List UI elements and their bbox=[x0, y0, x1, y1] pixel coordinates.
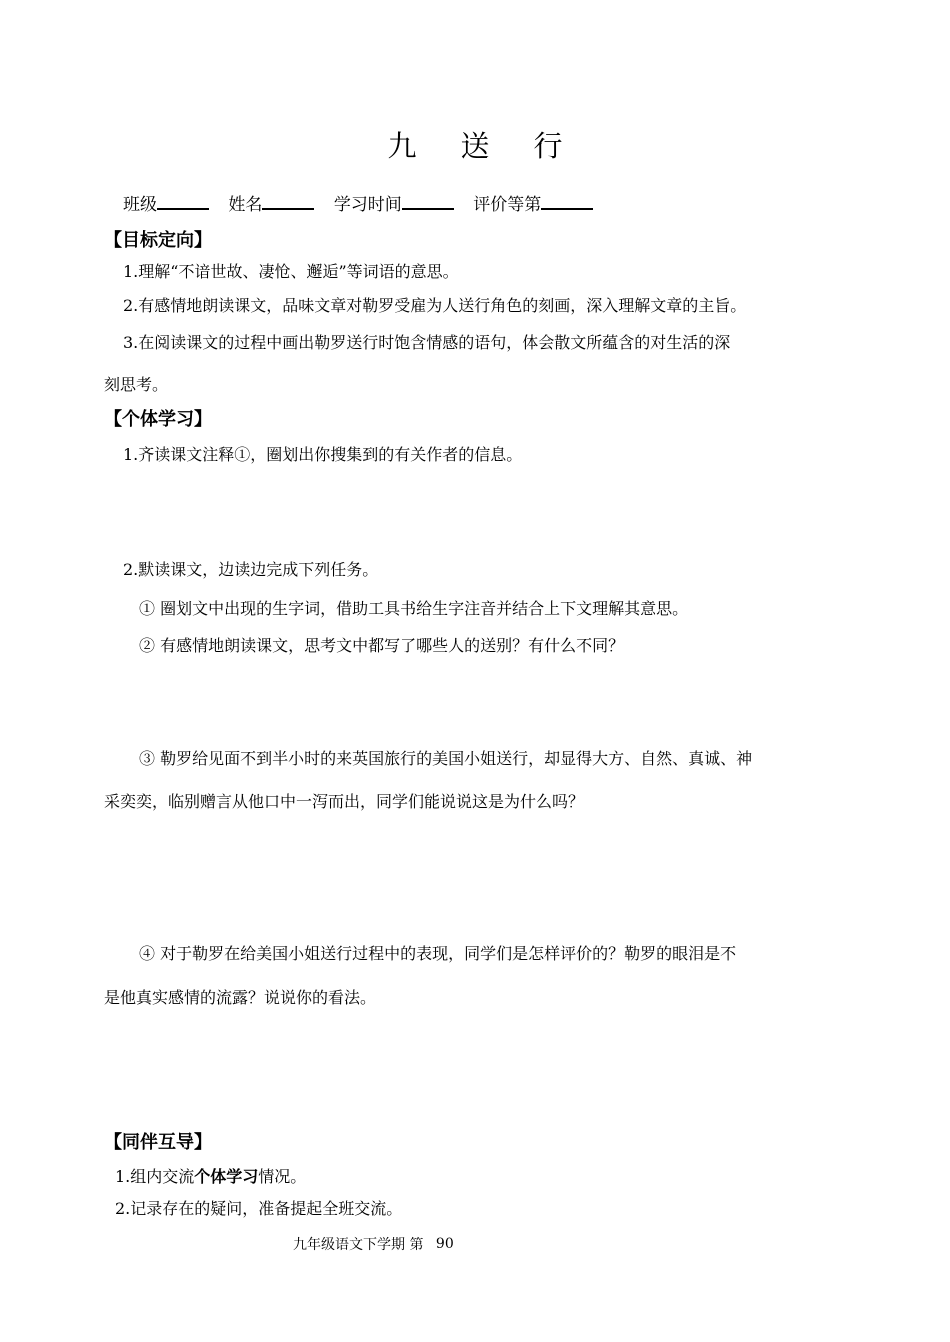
class-label: 班级 bbox=[123, 195, 157, 215]
individual-sub-3-line2: 采奕奕，临别赠言从他口中一泻而出，同学们能说说这是为什么吗？ bbox=[104, 792, 585, 811]
page-title bbox=[0, 124, 950, 165]
peer-item-1-suffix: 情况。 bbox=[258, 1167, 307, 1186]
grade-blank[interactable] bbox=[541, 192, 593, 210]
goal-item-2: 2.有感情地朗读课文，品味文章对勒罗受雇为人送行角色的刻画，深入理解文章的主旨。 bbox=[123, 296, 747, 315]
peer-item-2: 2.记录存在的疑问，准备提起全班交流。 bbox=[115, 1199, 403, 1218]
peer-item-1-prefix: 1.组内交流 bbox=[115, 1167, 195, 1186]
individual-sub-2: ② 有感情地朗读课文，思考文中都写了哪些人的送别？有什么不同？ bbox=[139, 636, 625, 655]
individual-item-2: 2.默读课文，边读边完成下列任务。 bbox=[123, 560, 379, 579]
individual-sub-3-line1: ③ 勒罗给见面不到半小时的来英国旅行的美国小姐送行，却显得大方、自然、真诚、神 bbox=[139, 749, 753, 768]
goal-heading: 【目标定向】 bbox=[104, 230, 212, 251]
peer-item-1-bold: 个体学习 bbox=[194, 1167, 259, 1186]
title-char-1: 九 bbox=[387, 129, 417, 163]
page-footer bbox=[293, 1234, 458, 1254]
title-char-2: 送 bbox=[460, 129, 490, 163]
individual-sub-4-line1: ④ 对于勒罗在给美国小姐送行过程中的表现，同学们是怎样评价的？勒罗的眼泪是不 bbox=[139, 944, 737, 963]
peer-heading: 【同伴互导】 bbox=[104, 1132, 212, 1153]
individual-sub-1: ① 圈划文中出现的生字词，借助工具书给生字注音并结合上下文理解其意思。 bbox=[139, 599, 689, 618]
class-blank[interactable] bbox=[157, 192, 209, 210]
title-char-3: 行 bbox=[533, 129, 563, 163]
name-blank[interactable] bbox=[262, 192, 314, 210]
individual-sub-4-line2: 是他真实感情的流露？说说你的看法。 bbox=[104, 988, 377, 1007]
individual-item-1: 1.齐读课文注释①，圈划出你搜集到的有关作者的信息。 bbox=[123, 445, 523, 464]
goal-item-3-cont: 刻思考。 bbox=[104, 375, 169, 394]
time-blank[interactable] bbox=[402, 192, 454, 210]
grade-label: 评价等第 bbox=[473, 195, 542, 215]
time-label: 学习时间 bbox=[333, 195, 402, 215]
student-info-row bbox=[123, 190, 607, 215]
individual-heading: 【个体学习】 bbox=[104, 409, 212, 430]
goal-item-1: 1.理解“不谙世故、凄怆、邂逅”等词语的意思。 bbox=[123, 262, 459, 281]
peer-item-1 bbox=[115, 1164, 306, 1187]
footer-text: 九年级语文下学期 第 bbox=[293, 1237, 424, 1253]
name-label: 姓名 bbox=[228, 195, 263, 215]
goal-item-3: 3.在阅读课文的过程中画出勒罗送行时饱含情感的语句，体会散文所蕴含的对生活的深 bbox=[123, 333, 731, 352]
footer-page-digits: 90 bbox=[435, 1236, 454, 1252]
